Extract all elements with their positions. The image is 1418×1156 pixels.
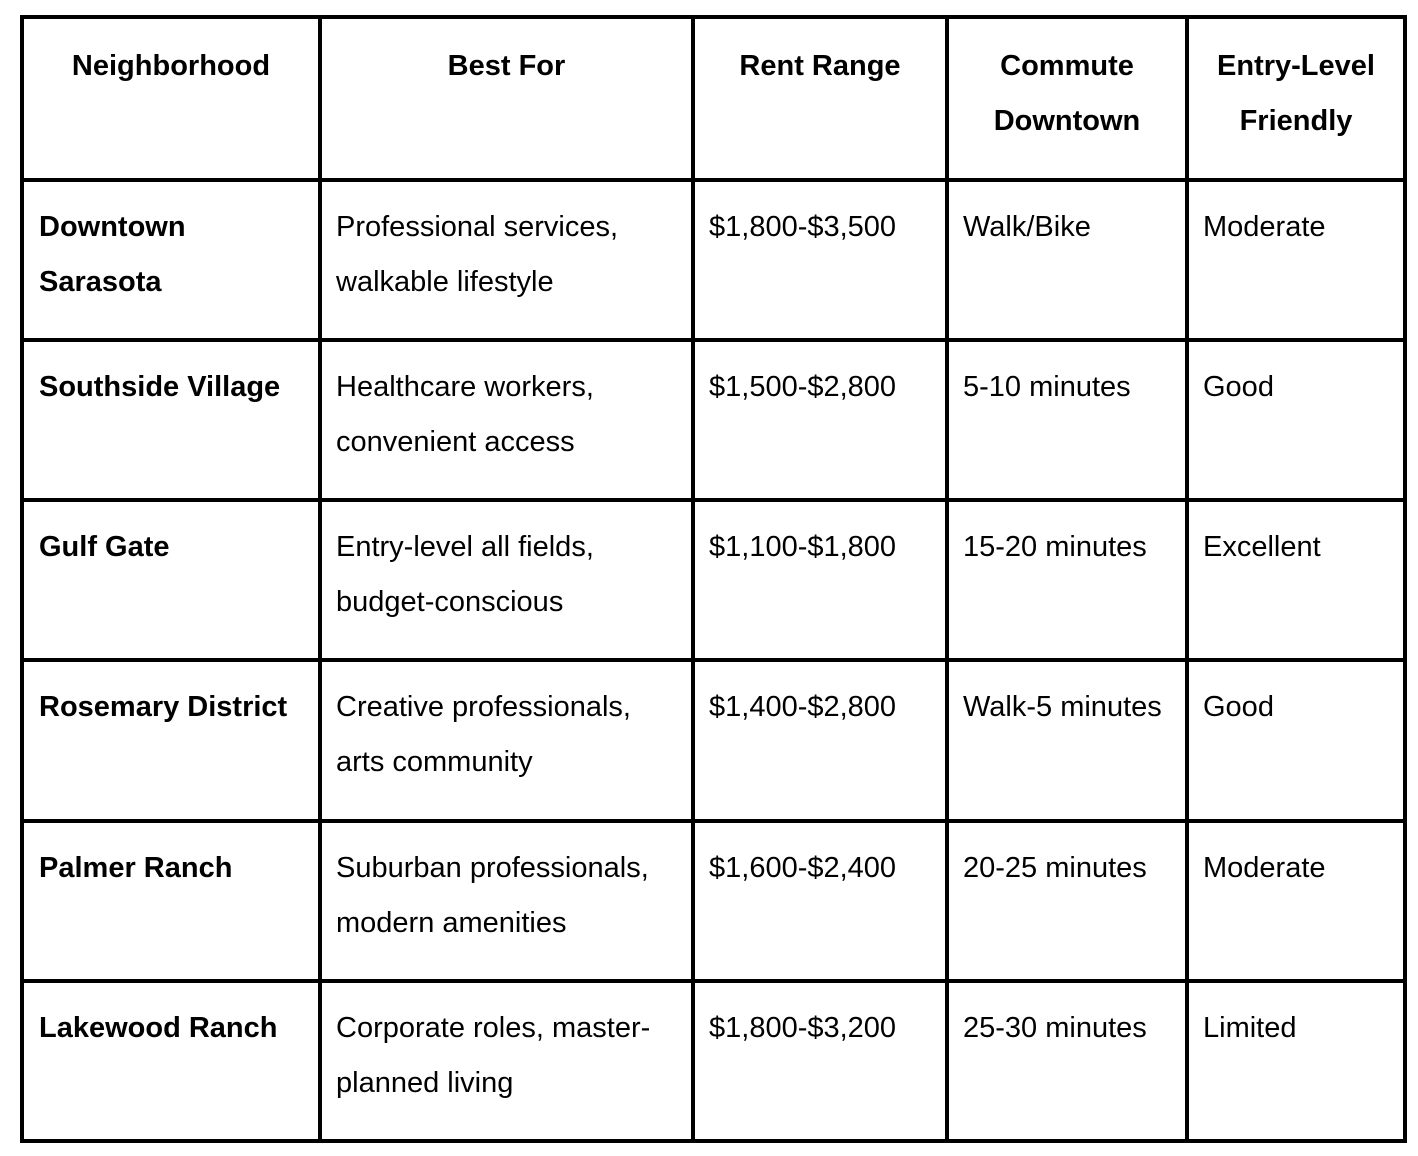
cell-commute: 25-30 minutes — [947, 981, 1187, 1141]
cell-neighborhood: Southside Village — [22, 340, 320, 500]
cell-best-for: Creative professionals, arts community — [320, 660, 693, 820]
table-row — [22, 180, 1405, 340]
table-row — [22, 340, 1405, 500]
cell-commute: 20-25 minutes — [947, 821, 1187, 981]
table-row — [22, 981, 1405, 1141]
header-neighborhood: Neighborhood — [22, 17, 320, 180]
header-entry-level-friendly: Entry-Level Friendly — [1187, 17, 1405, 180]
header-best-for: Best For — [320, 17, 693, 180]
cell-rent-range: $1,100-$1,800 — [693, 500, 947, 660]
header-commute-downtown: Commute Downtown — [947, 17, 1187, 180]
cell-entry-level: Good — [1187, 660, 1405, 820]
cell-neighborhood: Lakewood Ranch — [22, 981, 320, 1141]
cell-rent-range: $1,600-$2,400 — [693, 821, 947, 981]
cell-best-for: Entry-level all fields, budget-conscious — [320, 500, 693, 660]
cell-entry-level: Moderate — [1187, 821, 1405, 981]
table-row — [22, 500, 1405, 660]
cell-entry-level: Good — [1187, 340, 1405, 500]
cell-neighborhood: Palmer Ranch — [22, 821, 320, 981]
cell-neighborhood: Gulf Gate — [22, 500, 320, 660]
cell-neighborhood: Downtown Sarasota — [22, 180, 320, 340]
table-row — [22, 660, 1405, 820]
cell-best-for: Suburban professionals, modern amenities — [320, 821, 693, 981]
cell-commute: Walk-5 minutes — [947, 660, 1187, 820]
cell-best-for: Corporate roles, master-planned living — [320, 981, 693, 1141]
cell-commute: 5-10 minutes — [947, 340, 1187, 500]
cell-entry-level: Limited — [1187, 981, 1405, 1141]
cell-neighborhood: Rosemary District — [22, 660, 320, 820]
cell-entry-level: Excellent — [1187, 500, 1405, 660]
header-rent-range: Rent Range — [693, 17, 947, 180]
cell-entry-level: Moderate — [1187, 180, 1405, 340]
table-row — [22, 821, 1405, 981]
cell-commute: 15-20 minutes — [947, 500, 1187, 660]
cell-commute: Walk/Bike — [947, 180, 1187, 340]
cell-best-for: Healthcare workers, convenient access — [320, 340, 693, 500]
cell-rent-range: $1,800-$3,500 — [693, 180, 947, 340]
neighborhood-comparison-table — [20, 15, 1407, 1143]
cell-best-for: Professional services, walkable lifestyle — [320, 180, 693, 340]
cell-rent-range: $1,400-$2,800 — [693, 660, 947, 820]
cell-rent-range: $1,800-$3,200 — [693, 981, 947, 1141]
table-header-row — [22, 17, 1405, 180]
cell-rent-range: $1,500-$2,800 — [693, 340, 947, 500]
